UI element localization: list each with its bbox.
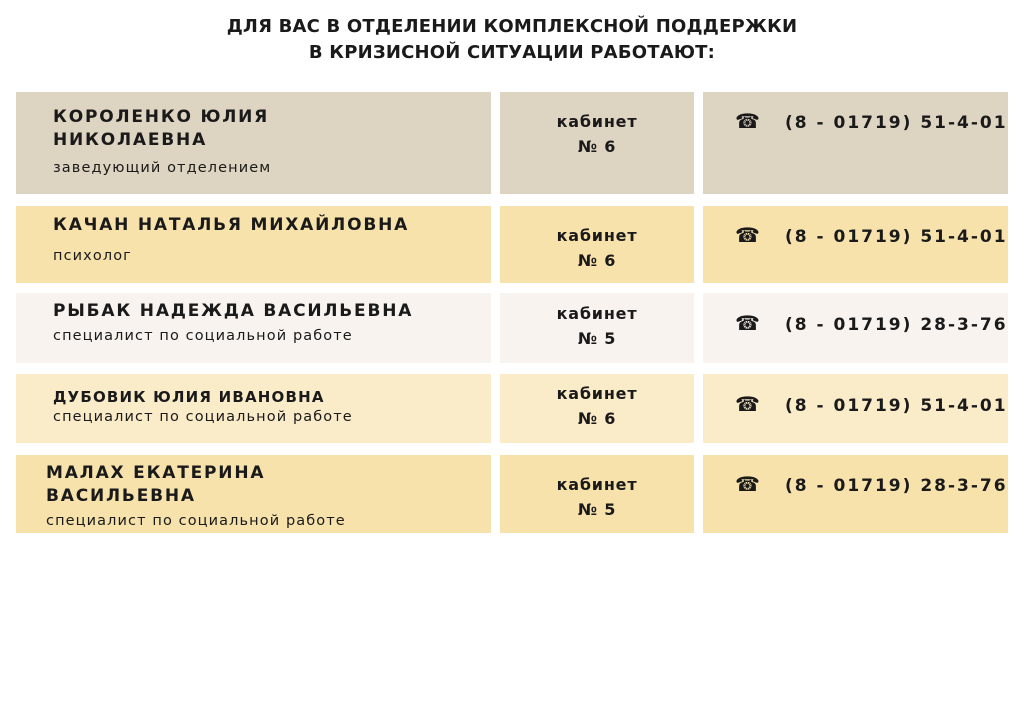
page-title-line2: В КРИЗИСНОЙ СИТУАЦИИ РАБОТАЮТ: [308,42,716,63]
staff-name: ДУБОВИК ЮЛИЯ ИВАНОВНА [53,388,325,406]
phone-number[interactable]: (8 - 01719) 51-4-01 [785,227,1008,247]
staff-role: специалист по социальной работе [46,513,346,529]
phone-icon: ☎ [735,311,762,335]
room-label: кабинет [556,475,638,494]
phone-icon: ☎ [735,109,762,133]
page-title-line1: ДЛЯ ВАС В ОТДЕЛЕНИИ КОМПЛЕКСНОЙ ПОДДЕРЖКИ [226,16,798,37]
phone-icon: ☎ [735,223,762,247]
room-label: кабинет [556,112,638,131]
staff-role: психолог [53,248,132,264]
room-cell [500,293,694,363]
staff-row [0,455,1024,533]
phone-cell [703,92,1008,194]
staff-name-cell [16,293,491,363]
room-number: № 6 [577,251,617,270]
room-number: № 6 [577,137,617,156]
room-number: № 5 [577,500,617,519]
room-cell [500,455,694,533]
phone-icon: ☎ [735,472,762,496]
staff-role: специалист по социальной работе [53,409,353,425]
staff-name: МАЛАХ ЕКАТЕРИНА ВАСИЛЬЕВНА [46,463,266,506]
page-title [0,14,1024,66]
staff-row [0,293,1024,363]
phone-cell [703,206,1008,283]
phone-cell [703,455,1008,533]
room-label: кабинет [556,304,638,323]
room-cell [500,374,694,443]
staff-name: КАЧАН НАТАЛЬЯ МИХАЙЛОВНА [53,215,410,235]
phone-number[interactable]: (8 - 01719) 28-3-76 [785,315,1008,335]
phone-number[interactable]: (8 - 01719) 51-4-01 [785,113,1008,133]
staff-name: РЫБАК НАДЕЖДА ВАСИЛЬЕВНА [53,301,414,321]
room-cell [500,92,694,194]
staff-role: специалист по социальной работе [53,328,353,344]
staff-name-cell [16,206,491,283]
staff-name: КОРОЛЕНКО ЮЛИЯ НИКОЛАЕВНА [53,107,270,150]
room-label: кабинет [556,384,638,403]
phone-number[interactable]: (8 - 01719) 51-4-01 [785,396,1008,416]
room-cell [500,206,694,283]
phone-cell [703,293,1008,363]
phone-icon: ☎ [735,392,762,416]
staff-row [0,374,1024,443]
staff-row [0,92,1024,194]
phone-cell [703,374,1008,443]
room-number: № 6 [577,409,617,428]
staff-row [0,206,1024,283]
staff-name-cell [16,92,491,194]
phone-number[interactable]: (8 - 01719) 28-3-76 [785,476,1008,496]
room-label: кабинет [556,226,638,245]
staff-name-cell [16,374,491,443]
staff-role: заведующий отделением [53,160,272,176]
staff-name-cell [16,455,491,533]
room-number: № 5 [577,329,617,348]
